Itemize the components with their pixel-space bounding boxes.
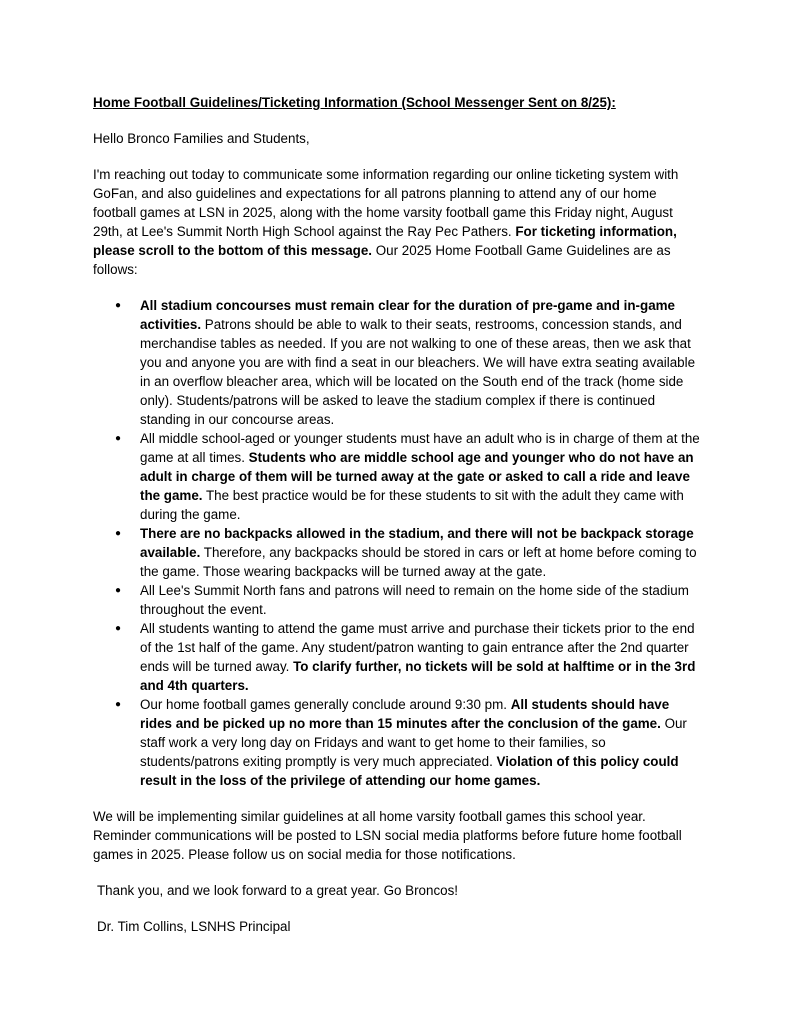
- document-page: [93, 93, 703, 936]
- guideline-bold: Violation of this policy could result in the loss of the privilege of attending our home games.: [140, 754, 679, 788]
- intro-bold-ticketing: For ticketing information, please scroll to the bottom of this message.: [93, 224, 677, 258]
- guideline-text: All Lee's Summit North fans and patrons will need to remain on the home side of the stadium throughout the event.: [140, 583, 689, 617]
- guideline-text: All middle school-aged or younger students must have an adult who is in charge of them at the game at all times.: [140, 431, 700, 465]
- guideline-item-concourses: [93, 296, 703, 429]
- closing-paragraph: We will be implementing similar guidelines at all home varsity football games this school year. Reminder communications will be posted to LSN social media platforms before future home football games in 2025. Please follow us on social media for those notifications.: [93, 809, 682, 862]
- guideline-bold: All stadium concourses must remain clear for the duration of pre-game and in-game activities.: [140, 298, 675, 332]
- guideline-bold: Students who are middle school age and younger who do not have an adult in charge of them will be turned away at the gate or asked to call a ride and leave the game.: [140, 450, 694, 503]
- guideline-item-pickup: [93, 695, 703, 790]
- guideline-item-tickets: [93, 619, 703, 695]
- guideline-text: All students wanting to attend the game must arrive and purchase their tickets prior to the end of the 1st half of the game. Any student/patron wanting to gain entrance after the 2nd quarter ends will be turned away.: [140, 621, 695, 674]
- guidelines-list: [93, 296, 703, 790]
- guideline-text: Our home football games generally conclude around 9:30 pm.: [140, 697, 511, 712]
- guideline-item-home-side: [93, 581, 703, 619]
- guideline-bold: There are no backpacks allowed in the stadium, and there will not be backpack storage available.: [140, 526, 694, 560]
- intro-text-2: Our 2025 Home Football Game Guidelines are as follows:: [93, 243, 671, 277]
- document-title: Home Football Guidelines/Ticketing Information (School Messenger Sent on 8/25):: [93, 95, 616, 110]
- guideline-item-middle-school: [93, 429, 703, 524]
- thanks-line: Thank you, and we look forward to a great year. Go Broncos!: [97, 883, 458, 898]
- guideline-item-backpacks: [93, 524, 703, 581]
- guideline-text: Therefore, any backpacks should be stored in cars or left at home before coming to the game. Those wearing backpacks will be turned away at the gate.: [140, 545, 697, 579]
- intro-paragraph: [93, 165, 703, 279]
- intro-text-1: I'm reaching out today to communicate some information regarding our online ticketing system with GoFan, and also guidelines and expectations for all patrons planning to attend any of our home football games at LSN in 2025, along with the home varsity football game this Friday night, August 29th, at Lee's Summit North High School against the Ray Pec Pathers.: [93, 167, 679, 239]
- guideline-text: Our staff work a very long day on Fridays and want to get home to their families, so students/patrons exiting promptly is very much appreciated.: [140, 716, 687, 769]
- guideline-text: Patrons should be able to walk to their seats, restrooms, concession stands, and merchandise tables as needed. If you are not walking to one of these areas, then we ask that you and anyone you are with find a seat in our bleachers. We will have extra seating available in an overflow bleacher area, which will be located on the South end of the track (home side only). Students/patrons will be asked to leave the stadium complex if there is continued standing in our concourse areas.: [140, 317, 696, 427]
- greeting: Hello Bronco Families and Students,: [93, 131, 310, 146]
- guideline-bold: To clarify further, no tickets will be sold at halftime or in the 3rd and 4th quarters.: [140, 659, 696, 693]
- signature: Dr. Tim Collins, LSNHS Principal: [97, 919, 291, 934]
- guideline-bold: All students should have rides and be picked up no more than 15 minutes after the conclusion of the game.: [140, 697, 670, 731]
- guideline-text: The best practice would be for these students to sit with the adult they came with during the game.: [140, 488, 684, 522]
